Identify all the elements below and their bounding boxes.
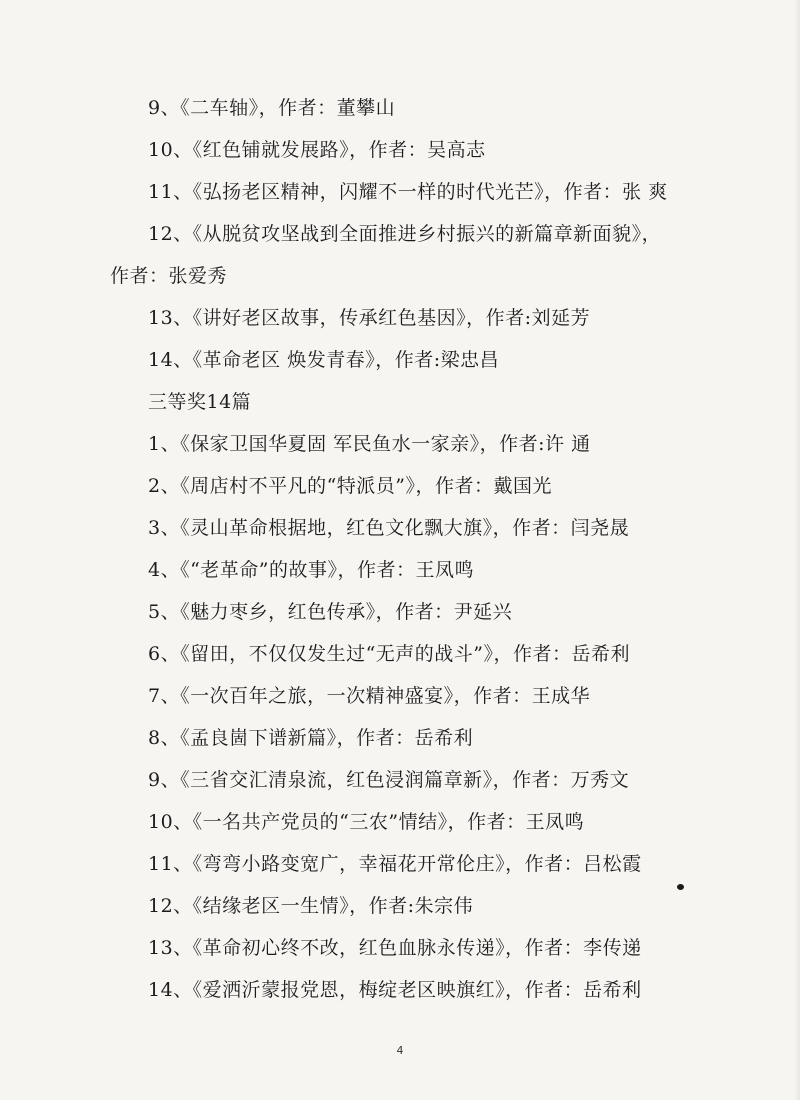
text-line: 9、《二车轴》，作者：董攀山 <box>148 97 396 119</box>
text-line: 9、《三省交汇清泉流，红色浸润篇章新》，作者：万秀文 <box>148 769 630 791</box>
text-line: 1、《保家卫国华夏固 军民鱼水一家亲》，作者:许 通 <box>148 433 591 455</box>
text-line: 10、《红色铺就发展路》，作者：吴高志 <box>148 139 486 161</box>
text-line: 6、《留田，不仅仅发生过“无声的战斗”》，作者：岳希利 <box>148 643 631 665</box>
text-line: 7、《一次百年之旅，一次精神盛宴》，作者：王成华 <box>148 685 591 707</box>
scan-shadow <box>794 0 800 1100</box>
text-line: 12、《结缘老区一生情》，作者:朱宗伟 <box>148 895 474 917</box>
text-line: 13、《革命初心终不改，红色血脉永传递》，作者：李传递 <box>148 937 642 959</box>
text-line: 14、《革命老区 焕发青春》，作者:梁忠昌 <box>148 349 500 371</box>
text-line: 14、《爱洒沂蒙报党恩，梅绽老区映旗红》，作者：岳希利 <box>148 979 642 1001</box>
text-line: 4、《“老革命”的故事》，作者：王凤鸣 <box>148 559 475 581</box>
text-line: 作者：张爱秀 <box>110 265 228 287</box>
text-line: 11、《弘扬老区精神，闪耀不一样的时代光芒》，作者：张 爽 <box>148 181 668 203</box>
text-line: 12、《从脱贫攻坚战到全面推进乡村振兴的新篇章新面貌》， <box>148 223 662 245</box>
section-heading: 三等奖14篇 <box>148 391 252 413</box>
text-line: 3、《灵山革命根据地，红色文化飘大旗》，作者：闫尧晟 <box>148 517 630 539</box>
ink-mark <box>677 884 684 890</box>
text-line: 10、《一名共产党员的“三农”情结》，作者：王凤鸣 <box>148 811 585 833</box>
text-line: 11、《弯弯小路变宽广，幸福花开常伦庄》，作者：吕松霞 <box>148 853 642 875</box>
text-line: 8、《孟良崮下谱新篇》，作者：岳希利 <box>148 727 474 749</box>
text-line: 2、《周店村不平凡的“特派员”》，作者：戴国光 <box>148 475 553 497</box>
text-line: 13、《讲好老区故事，传承红色基因》，作者:刘延芳 <box>148 307 591 329</box>
text-line: 5、《魅力枣乡，红色传承》，作者：尹延兴 <box>148 601 513 623</box>
page-number: 4 <box>396 1044 404 1057</box>
